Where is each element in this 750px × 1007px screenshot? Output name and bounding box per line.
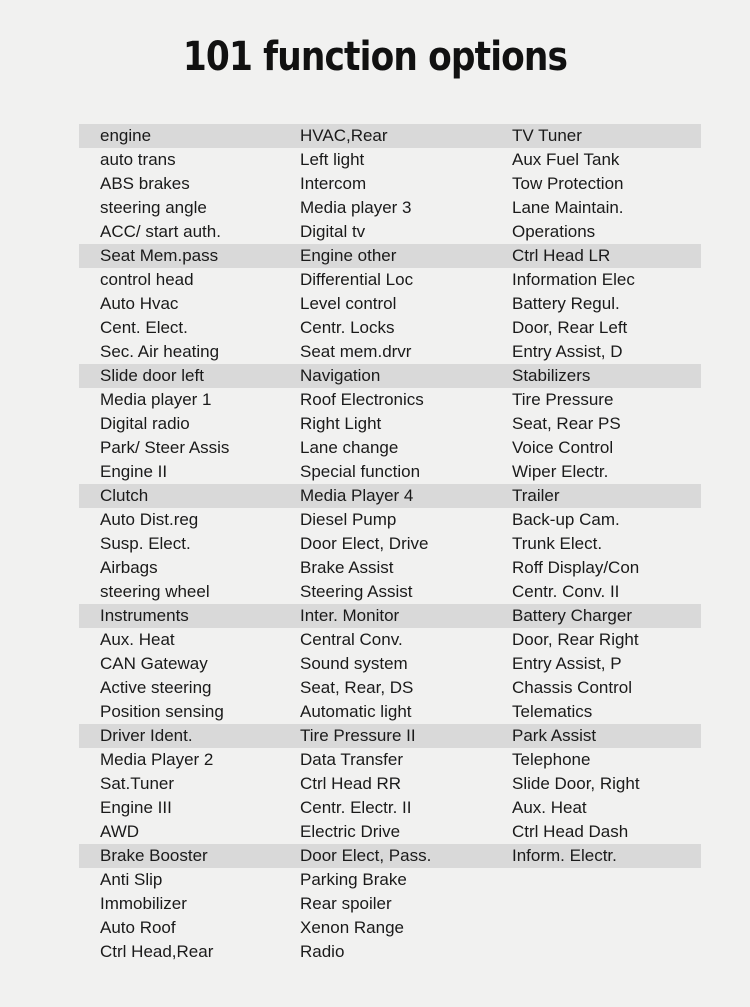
table-cell: steering angle bbox=[100, 198, 207, 217]
table-cell: Aux. Heat bbox=[512, 798, 587, 817]
table-cell: Left light bbox=[300, 150, 365, 169]
table-cell: Radio bbox=[300, 942, 345, 961]
table-cell: Electric Drive bbox=[300, 822, 401, 841]
table-cell: Digital tv bbox=[300, 222, 366, 241]
table-cell: Engine III bbox=[100, 798, 172, 817]
table-cell: Roof Electronics bbox=[300, 390, 424, 409]
table-row bbox=[79, 268, 701, 292]
table-cell: ABS brakes bbox=[100, 174, 190, 193]
table-cell: Brake Assist bbox=[300, 558, 394, 577]
table-cell: Digital radio bbox=[100, 414, 190, 433]
table-cell: Ctrl Head Dash bbox=[512, 822, 629, 841]
table-cell: Steering Assist bbox=[300, 582, 413, 601]
table-cell: Media Player 2 bbox=[100, 750, 214, 769]
table-cell: Telematics bbox=[512, 702, 593, 721]
table-cell: Door Elect, Pass. bbox=[300, 846, 432, 865]
table-cell: Centr. Conv. II bbox=[512, 582, 620, 601]
table-row bbox=[79, 508, 701, 532]
table-cell: Battery Regul. bbox=[512, 294, 620, 313]
table-row bbox=[79, 652, 701, 676]
table-cell: engine bbox=[100, 126, 152, 145]
table-cell: Door Elect, Drive bbox=[300, 534, 429, 553]
table-row bbox=[79, 340, 701, 364]
table-row bbox=[79, 868, 701, 892]
table-cell: Central Conv. bbox=[300, 630, 403, 649]
table-cell: Cent. Elect. bbox=[100, 318, 188, 337]
table-cell: Auto Dist.reg bbox=[100, 510, 199, 529]
table-cell: Park Assist bbox=[512, 726, 597, 745]
table-row bbox=[79, 676, 701, 700]
table-cell: Aux. Heat bbox=[100, 630, 175, 649]
table-row bbox=[79, 460, 701, 484]
table-cell: HVAC,Rear bbox=[300, 126, 388, 145]
table-cell: Media Player 4 bbox=[300, 486, 414, 505]
table-row bbox=[79, 892, 701, 916]
table-cell: Roff Display/Con bbox=[512, 558, 640, 577]
table-row bbox=[79, 700, 701, 724]
table-row bbox=[79, 628, 701, 652]
table-cell: Wiper Electr. bbox=[512, 462, 609, 481]
table-cell: Ctrl Head,Rear bbox=[100, 942, 214, 961]
table-cell: steering wheel bbox=[100, 582, 210, 601]
table-cell: Centr. Locks bbox=[300, 318, 395, 337]
table-cell: Voice Control bbox=[512, 438, 614, 457]
table-cell: Trunk Elect. bbox=[512, 534, 603, 553]
table-row bbox=[79, 436, 701, 460]
table-row bbox=[79, 316, 701, 340]
table-cell: Battery Charger bbox=[512, 606, 632, 625]
table-cell: Tow Protection bbox=[512, 174, 624, 193]
table-cell: TV Tuner bbox=[512, 126, 582, 145]
table-cell: Engine other bbox=[300, 246, 397, 265]
table-cell: Door, Rear Left bbox=[512, 318, 628, 337]
table-row bbox=[79, 820, 701, 844]
table-row bbox=[79, 292, 701, 316]
table-row bbox=[79, 148, 701, 172]
table-cell: Level control bbox=[300, 294, 397, 313]
table-cell: Parking Brake bbox=[300, 870, 407, 889]
table-cell: Seat, Rear PS bbox=[512, 414, 621, 433]
table-row bbox=[79, 724, 701, 748]
page-title: 101 function options bbox=[182, 34, 568, 80]
table-cell: Sec. Air heating bbox=[100, 342, 220, 361]
table-cell: Entry Assist, D bbox=[512, 342, 623, 361]
table-cell: Engine II bbox=[100, 462, 168, 481]
table-row bbox=[79, 940, 701, 964]
table-cell: Back-up Cam. bbox=[512, 510, 620, 529]
table-cell: Automatic light bbox=[300, 702, 412, 721]
table-cell: Door, Rear Right bbox=[512, 630, 639, 649]
table-cell: Inter. Monitor bbox=[300, 606, 400, 625]
table-cell: Aux Fuel Tank bbox=[512, 150, 620, 169]
table-row bbox=[79, 748, 701, 772]
table-cell: Anti Slip bbox=[100, 870, 163, 889]
table-cell: Brake Booster bbox=[100, 846, 208, 865]
table-cell: Information Elec bbox=[512, 270, 635, 289]
table-row bbox=[79, 364, 701, 388]
table-row bbox=[79, 772, 701, 796]
table-cell: Operations bbox=[512, 222, 596, 241]
table-cell: control head bbox=[100, 270, 194, 289]
table-cell: Differential Loc bbox=[300, 270, 414, 289]
table-cell: Tire Pressure bbox=[512, 390, 614, 409]
table-cell: Entry Assist, P bbox=[512, 654, 622, 673]
table-cell: Navigation bbox=[300, 366, 381, 385]
table-cell: Clutch bbox=[100, 486, 149, 505]
table-cell: Intercom bbox=[300, 174, 367, 193]
table-cell: Seat, Rear, DS bbox=[300, 678, 414, 697]
table-cell: Slide Door, Right bbox=[512, 774, 640, 793]
table-cell: Diesel Pump bbox=[300, 510, 397, 529]
table-row bbox=[79, 124, 701, 148]
table-cell: ACC/ start auth. bbox=[100, 222, 221, 241]
table-cell: Active steering bbox=[100, 678, 212, 697]
function-options-table bbox=[79, 124, 701, 964]
table-cell: Instruments bbox=[100, 606, 189, 625]
table-row bbox=[79, 556, 701, 580]
table-cell: Data Transfer bbox=[300, 750, 403, 769]
table-row bbox=[79, 532, 701, 556]
table-row bbox=[79, 484, 701, 508]
table-row bbox=[79, 196, 701, 220]
table-cell: Driver Ident. bbox=[100, 726, 193, 745]
table-cell: Immobilizer bbox=[100, 894, 187, 913]
table-row bbox=[79, 172, 701, 196]
table-cell: Inform. Electr. bbox=[512, 846, 617, 865]
table-cell: Rear spoiler bbox=[300, 894, 392, 913]
table-cell: Sound system bbox=[300, 654, 408, 673]
table-cell: Lane Maintain. bbox=[512, 198, 624, 217]
table-row bbox=[79, 916, 701, 940]
table-cell: Position sensing bbox=[100, 702, 224, 721]
table-cell: Right Light bbox=[300, 414, 382, 433]
table-cell: Airbags bbox=[100, 558, 158, 577]
table-cell: CAN Gateway bbox=[100, 654, 208, 673]
table-cell: Susp. Elect. bbox=[100, 534, 191, 553]
table-cell: Auto Roof bbox=[100, 918, 176, 937]
table-row bbox=[79, 796, 701, 820]
table-row bbox=[79, 244, 701, 268]
table-cell: Chassis Control bbox=[512, 678, 632, 697]
table-cell: Ctrl Head RR bbox=[300, 774, 402, 793]
table-cell: auto trans bbox=[100, 150, 176, 169]
table-cell: Lane change bbox=[300, 438, 399, 457]
table-cell: Telephone bbox=[512, 750, 591, 769]
table-cell: Auto Hvac bbox=[100, 294, 179, 313]
table-row bbox=[79, 412, 701, 436]
table-cell: Stabilizers bbox=[512, 366, 591, 385]
table-cell: Special function bbox=[300, 462, 421, 481]
table-row bbox=[79, 388, 701, 412]
table-cell: Seat mem.drvr bbox=[300, 342, 412, 361]
table-cell: Sat.Tuner bbox=[100, 774, 175, 793]
table-cell: AWD bbox=[100, 822, 140, 841]
table-cell: Slide door left bbox=[100, 366, 204, 385]
table-row bbox=[79, 604, 701, 628]
table-cell: Tire Pressure II bbox=[300, 726, 416, 745]
table-row bbox=[79, 220, 701, 244]
table-cell: Park/ Steer Assis bbox=[100, 438, 230, 457]
table-cell: Centr. Electr. II bbox=[300, 798, 412, 817]
table-row bbox=[79, 844, 701, 868]
table-cell: Media player 1 bbox=[100, 390, 212, 409]
table-cell: Seat Mem.pass bbox=[100, 246, 219, 265]
table-cell: Media player 3 bbox=[300, 198, 412, 217]
table-cell: Xenon Range bbox=[300, 918, 404, 937]
table-cell: Trailer bbox=[512, 486, 560, 505]
table-row bbox=[79, 580, 701, 604]
table-cell: Ctrl Head LR bbox=[512, 246, 611, 265]
